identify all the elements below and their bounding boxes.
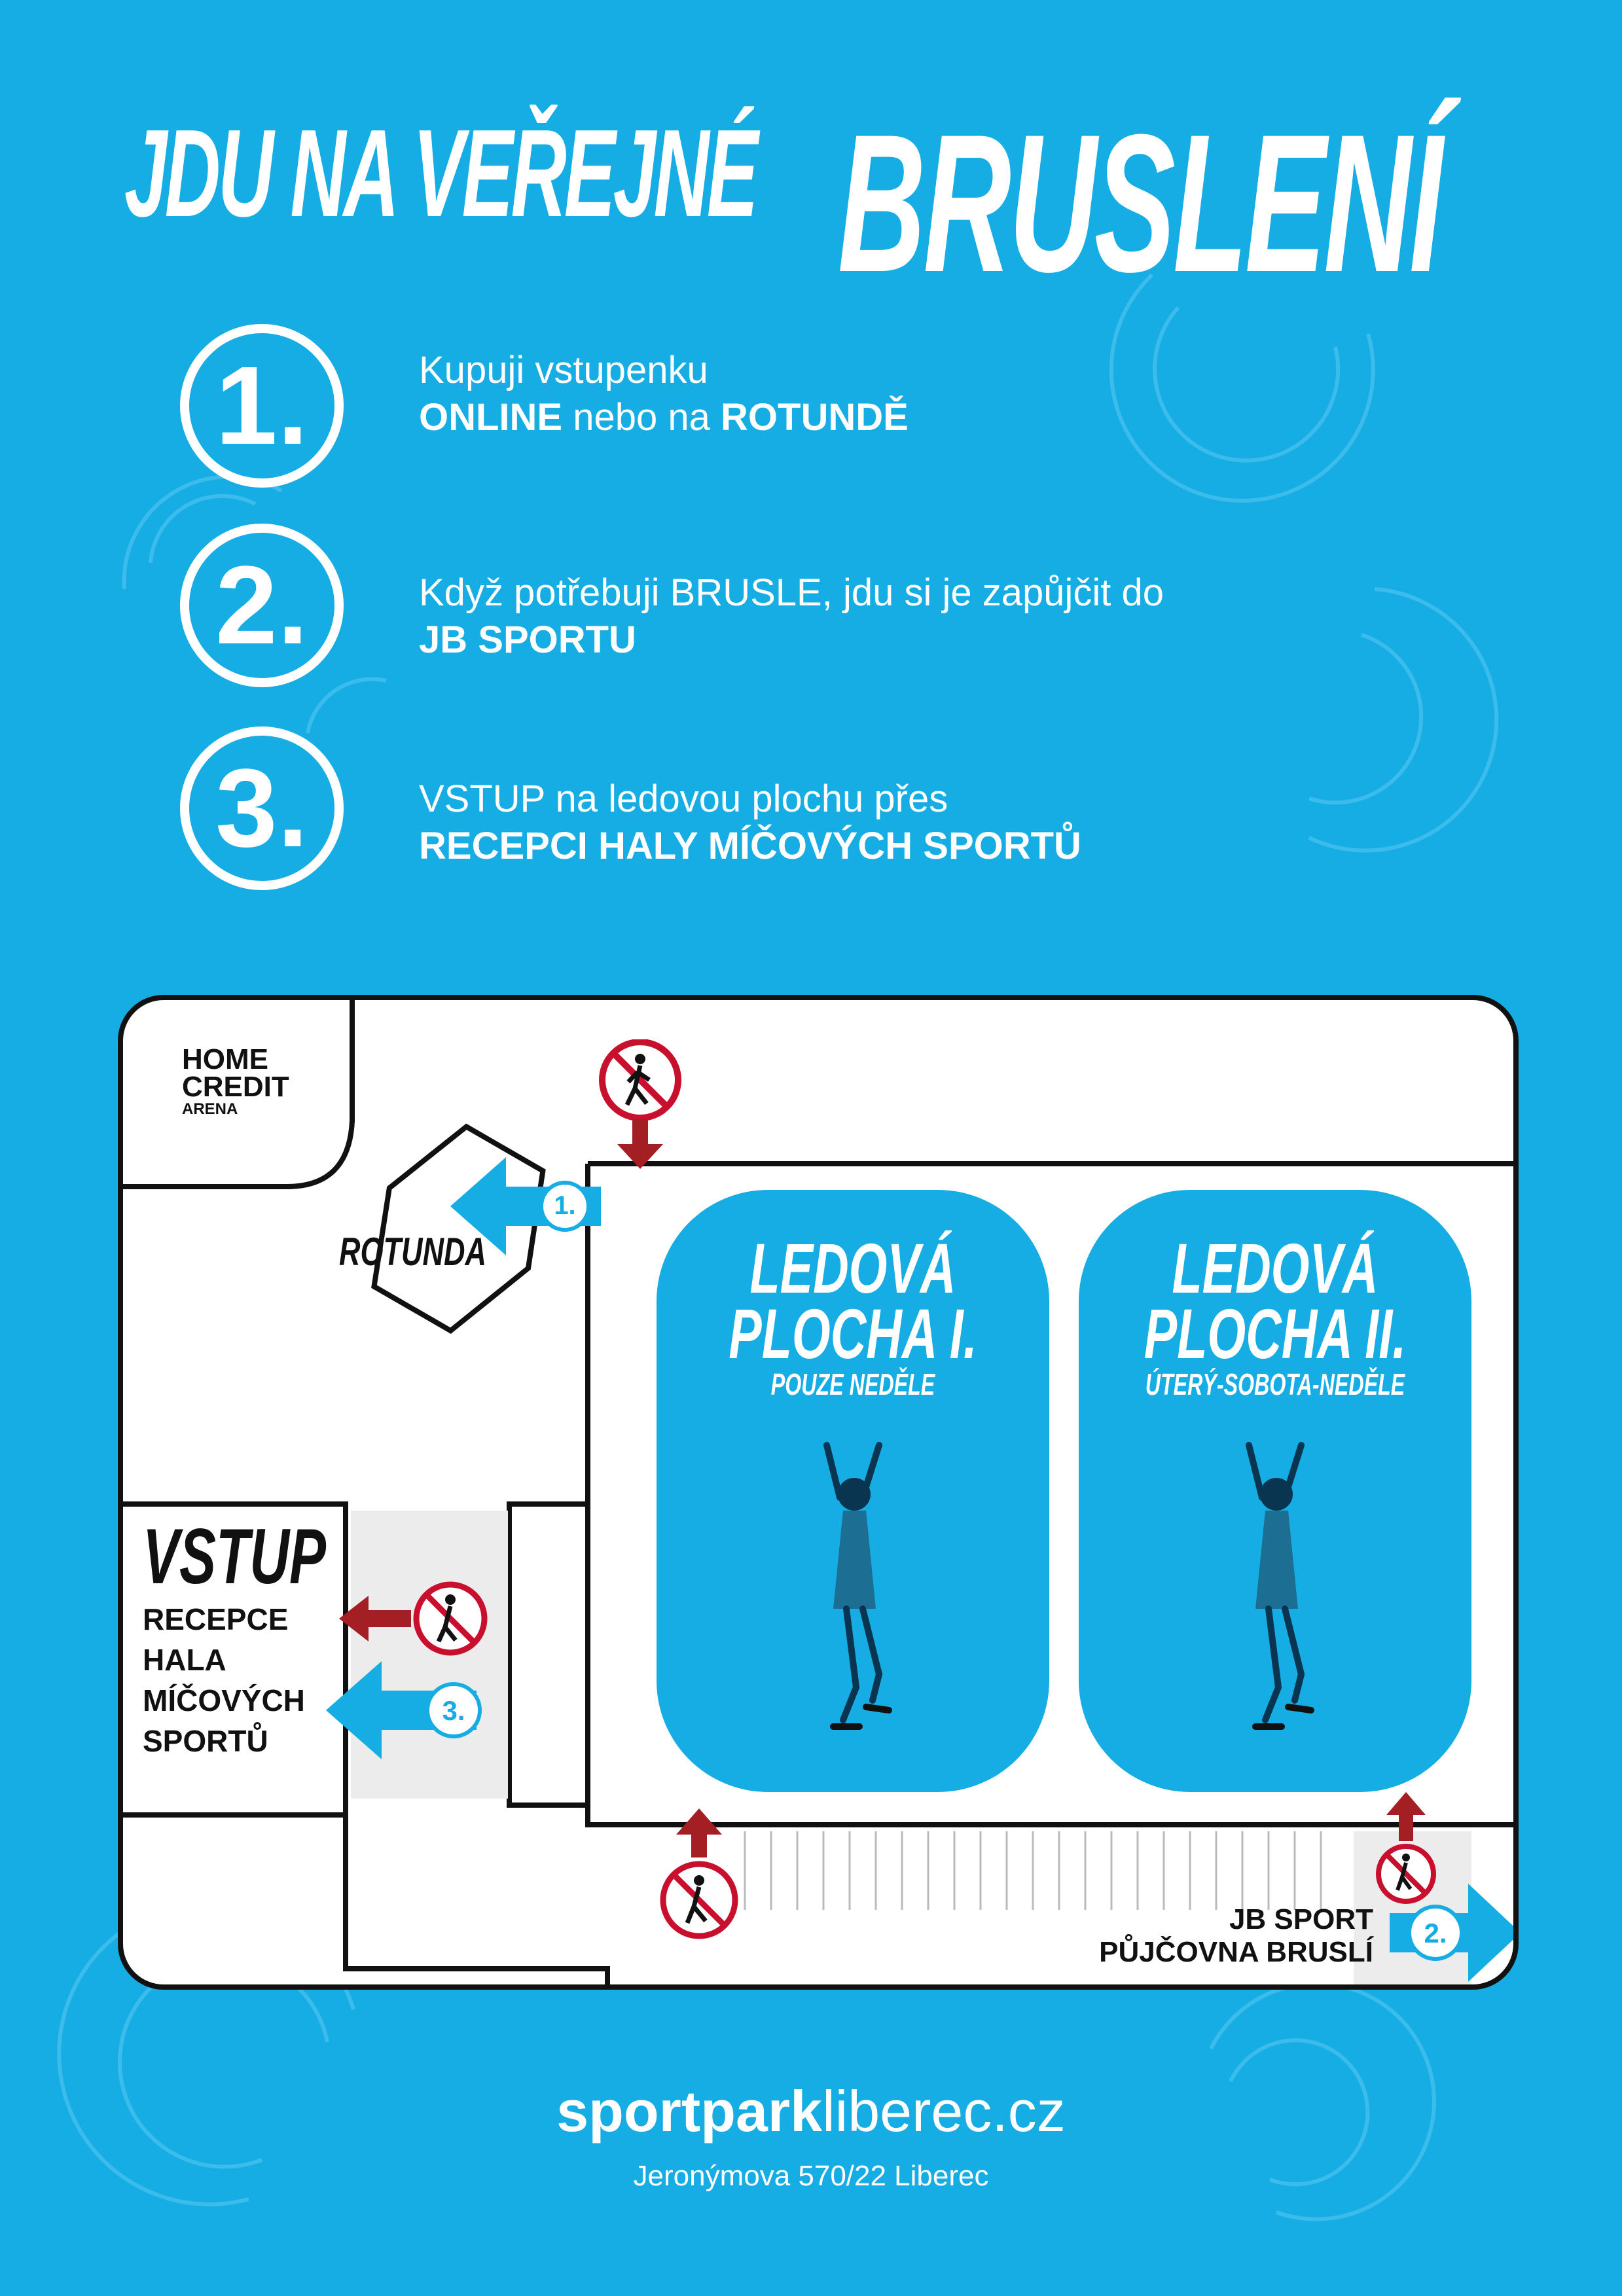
marker-2: 2. (1424, 1918, 1447, 1948)
no-walking-icon (653, 1808, 745, 1946)
step-3-recepce: RECEPCI HALY MÍČOVÝCH SPORTŮ (419, 825, 1081, 867)
entrance-line-3: MÍČOVÝCH (143, 1683, 305, 1717)
rink-1 (657, 1190, 1049, 1792)
rink-1-note: POUZE NEDĚLE (770, 1367, 935, 1401)
no-walking-icon (339, 1576, 496, 1661)
entrance-line-2: HALA (143, 1643, 226, 1677)
entrance-title: VSTUP (143, 1513, 327, 1600)
logo-line1: HOME (182, 1043, 268, 1075)
skater-figure (794, 1439, 912, 1753)
jbsport-line2: PŮJČOVNA BRUSLÍ (1099, 1936, 1373, 1968)
rotunda-label: ROTUNDA (339, 1230, 486, 1274)
step-2-number: 2. (180, 524, 344, 687)
step-2-jbsport: JB SPORTU (419, 619, 636, 661)
no-walking-icon (594, 1039, 686, 1170)
step-2-text (419, 569, 1164, 664)
step-1-mid: nebo na (562, 396, 721, 439)
logo-line2: CREDIT (182, 1071, 289, 1103)
title-part1: JDU NA VEŘEJNÉ (124, 104, 756, 243)
arrow-icon (450, 1157, 614, 1255)
jbsport-label (1085, 1903, 1373, 1969)
step-1-online: ONLINE (419, 396, 563, 439)
venue-map (118, 995, 1519, 1990)
rink-1-title2: PLOCHA I. (729, 1294, 977, 1373)
step-2-line1: Když potřebuji BRUSLE, jdu si je zapůjčit do (419, 571, 1164, 614)
logo-line3: ARENA (182, 1100, 238, 1118)
home-credit-logo (182, 1043, 289, 1118)
step-3-line1: VSTUP na ledovou plochu přes (419, 778, 948, 820)
skater-figure (1216, 1439, 1334, 1753)
entrance-lines (143, 1599, 305, 1761)
step-3-number: 3. (180, 726, 344, 890)
rink-1-title1: LEDOVÁ (749, 1229, 956, 1308)
address: Jeronýmova 570/22 Liberec (633, 2160, 989, 2192)
entrance-line-4: SPORTŮ (143, 1724, 268, 1758)
url-bold: sportpark (556, 2079, 823, 2144)
url-rest: liberec.cz (822, 2079, 1066, 2144)
marker-1: 1. (554, 1191, 576, 1220)
rink-2 (1079, 1190, 1471, 1792)
rink-2-note: ÚTERÝ-SOBOTA-NEDĚLE (1145, 1367, 1405, 1401)
step-1-text (419, 347, 909, 441)
entrance-line-1: RECEPCE (143, 1602, 289, 1636)
rink-2-title1: LEDOVÁ (1172, 1229, 1379, 1308)
jbsport-line1: JB SPORT (1229, 1903, 1373, 1935)
website-url[interactable] (0, 2078, 1622, 2145)
step-1-rotunda: ROTUNDĚ (721, 396, 909, 439)
step-1-number: 1. (180, 324, 344, 488)
title-part2: BRUSLENÍ (838, 93, 1441, 313)
step-1-line1: Kupuji vstupenku (419, 349, 708, 391)
marker-3: 3. (442, 1695, 465, 1726)
rink-2-title2: PLOCHA II. (1144, 1294, 1407, 1373)
step-3-text (419, 776, 1081, 870)
